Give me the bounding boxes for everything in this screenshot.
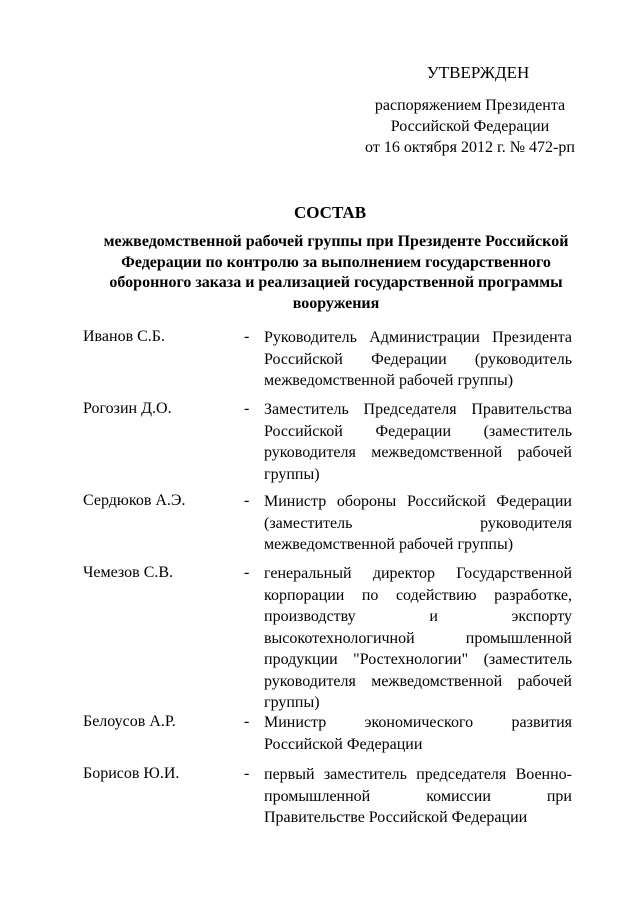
member-role	[264, 327, 572, 392]
approval-block	[360, 62, 580, 158]
member-name: Рогозин Д.О.	[83, 400, 172, 417]
document-subtitle	[84, 232, 588, 314]
role-line: межведомственной рабочей группы)	[264, 372, 514, 389]
member-role	[264, 399, 572, 485]
approval-line-2: Российской Федерации	[390, 118, 550, 135]
role-line: руководителя межведомственной рабочей	[264, 444, 572, 461]
role-line: Правительстве Российской Федерации	[264, 809, 528, 826]
subtitle-line-4: вооружения	[292, 294, 380, 312]
role-line: Российской Федерации	[264, 735, 423, 753]
role-line: первый заместитель председателя Военно-	[264, 766, 572, 783]
approval-line-3: от 16 октября 2012 г. № 472-рп	[365, 139, 575, 156]
role-line: Российской Федерации (заместитель	[264, 422, 572, 440]
role-line: Руководитель Администрации Президента	[264, 329, 572, 346]
member-dash: -	[244, 765, 250, 782]
member-dash: -	[244, 328, 250, 345]
role-line: производству и экспорту	[264, 608, 572, 625]
role-line: промышленной комиссии при	[264, 787, 572, 805]
subtitle-line-2: Федерации по контролю за выполнением государственного	[121, 253, 551, 271]
role-line: Министр экономического развития	[264, 714, 572, 731]
member-role	[264, 563, 572, 714]
subtitle-line-1: межведомственной рабочей группы при Президенте Российской	[103, 233, 569, 250]
role-line: руководителя межведомственной рабочей	[264, 672, 572, 690]
role-line: высокотехнологичной промышленной	[264, 629, 572, 647]
member-name: Чемезов С.В.	[83, 564, 174, 581]
role-line: группы)	[264, 694, 320, 711]
role-line: (заместитель руководителя	[264, 514, 572, 532]
role-line: межведомственной рабочей группы)	[264, 536, 514, 553]
member-dash: -	[244, 713, 250, 730]
member-role	[264, 491, 572, 556]
document-title: СОСТАВ	[293, 203, 367, 222]
member-dash: -	[244, 400, 250, 417]
role-line: корпорации по содействию разработке,	[264, 586, 572, 604]
member-role	[264, 712, 572, 755]
member-dash: -	[244, 564, 250, 581]
member-role	[264, 764, 572, 829]
role-line: генеральный директор Государственной	[264, 565, 572, 582]
role-line: продукции "Ростехнологии" (заместитель	[264, 651, 572, 668]
role-line: Заместитель Председателя Правительства	[264, 401, 572, 418]
member-name: Сердюков А.Э.	[83, 492, 186, 509]
member-name: Иванов С.Б.	[83, 328, 165, 345]
member-dash: -	[244, 492, 250, 509]
approved-stamp: УТВЕРЖДЕН	[426, 63, 530, 82]
approval-line-1: распоряжением Президента	[374, 97, 566, 114]
role-line: Российской Федерации (руководитель	[264, 350, 572, 368]
member-name: Борисов Ю.И.	[83, 765, 180, 782]
role-line: группы)	[264, 465, 320, 483]
member-name: Белоусов А.Р.	[83, 713, 176, 730]
role-line: Министр обороны Российской Федерации	[264, 493, 572, 510]
subtitle-line-3: оборонного заказа и реализацией государственной программы	[109, 274, 563, 291]
